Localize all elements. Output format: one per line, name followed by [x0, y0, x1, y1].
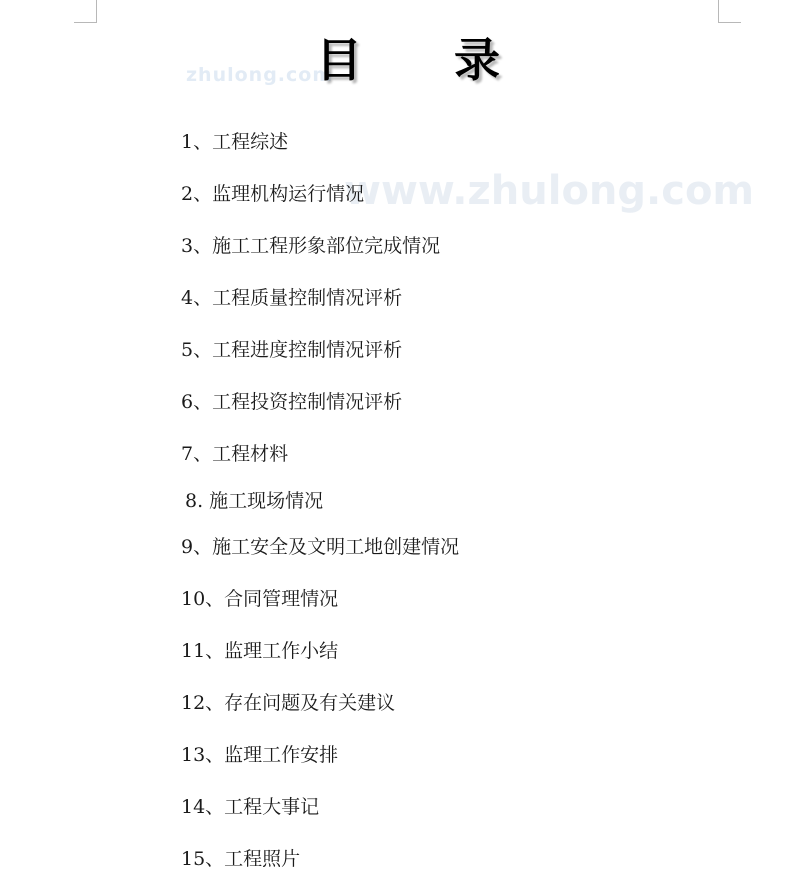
- toc-item: 6、工程投资控制情况评析: [181, 391, 403, 413]
- toc-item: 9、施工安全及文明工地创建情况: [181, 536, 460, 558]
- toc-item: 10、合同管理情况: [181, 588, 339, 610]
- toc-item: 11、监理工作小结: [181, 640, 339, 662]
- title-char: 录: [454, 33, 500, 87]
- toc-item: 15、工程照片: [181, 848, 301, 870]
- toc-item: 2、监理机构运行情况: [181, 183, 365, 205]
- title-char: 目: [316, 33, 362, 87]
- toc-item: 4、工程质量控制情况评析: [181, 287, 403, 309]
- toc-item: 14、工程大事记: [181, 796, 320, 818]
- toc-item: 13、监理工作安排: [181, 744, 339, 766]
- toc-item: 5、工程进度控制情况评析: [181, 339, 403, 361]
- watermark-logo: zhulong.com: [186, 64, 334, 86]
- toc-item: 7、工程材料: [181, 443, 289, 465]
- toc-item: 1、工程综述: [181, 131, 289, 153]
- toc-item: 12、存在问题及有关建议: [181, 692, 396, 714]
- watermark-text: www.zhulong.com: [344, 168, 755, 214]
- toc-item: 3、施工工程形象部位完成情况: [181, 235, 441, 257]
- toc-item: 8. 施工现场情况: [185, 490, 324, 512]
